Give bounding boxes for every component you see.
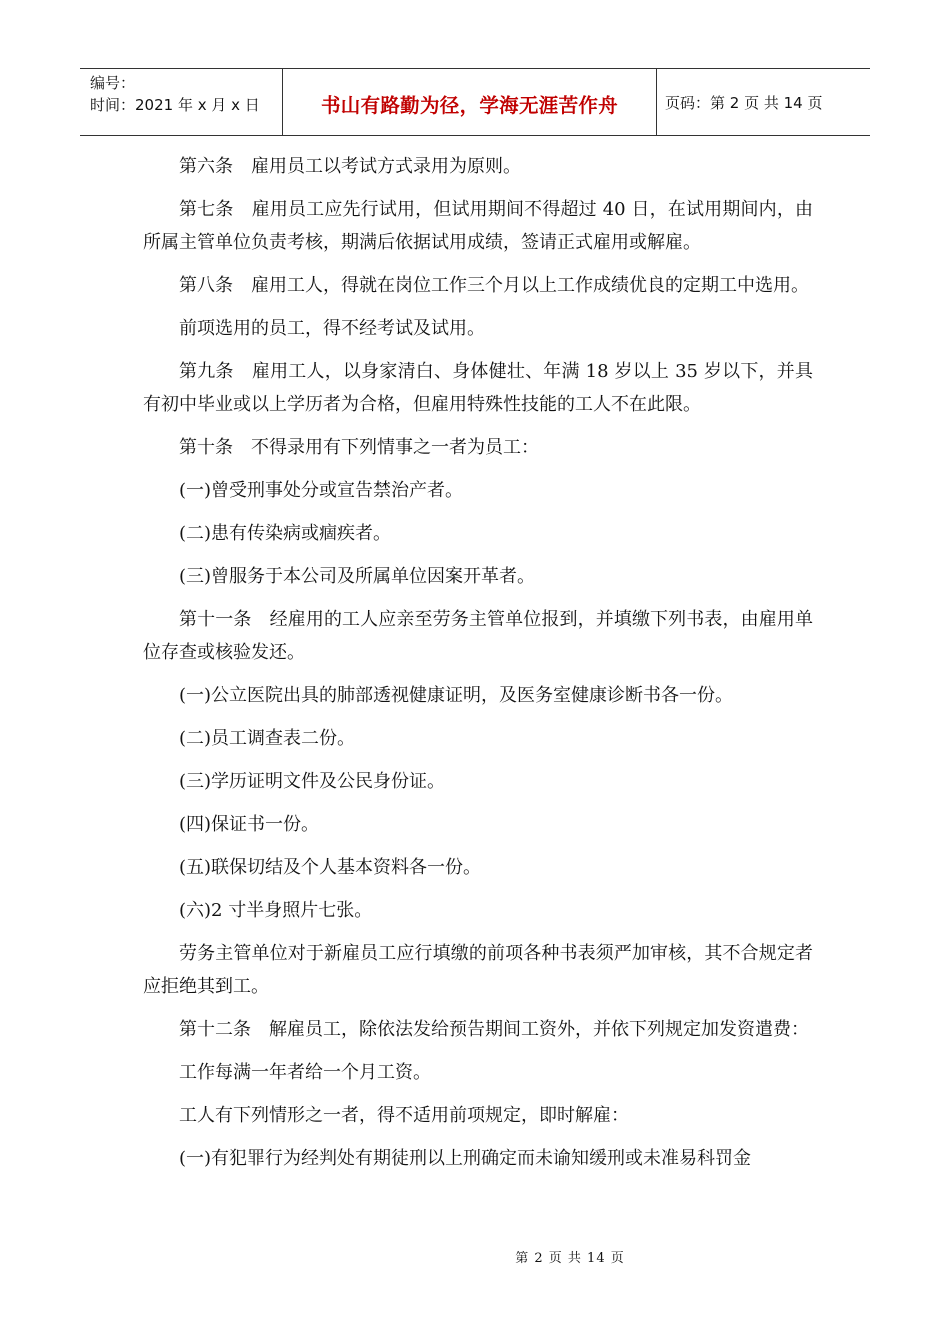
list-item: (四)保证书一份。	[179, 814, 320, 835]
page-footer: 第 2 页 共 14 页	[515, 1251, 625, 1266]
paragraph: 前项选用的员工，得不经考试及试用。	[179, 318, 485, 339]
paragraph-article-8: 第八条 雇用工人，得就在岗位工作三个月以上工作成绩优良的定期工中选用。	[179, 275, 809, 296]
list-item: (一)公立医院出具的肺部透视健康证明，及医务室健康诊断书各一份。	[179, 685, 734, 706]
header-motto: 书山有路勤为径，学海无涯苦作舟	[320, 94, 618, 117]
header-motto-cell	[282, 69, 657, 135]
list-item: (二)患有传染病或痼疾者。	[179, 523, 392, 544]
paragraph-article-7: 第七条 雇用员工应先行试用，但试用期间不得超过 40 日，在试用期间内，由所属主管单位负责考核，期满后依据试用成绩，签请正式雇用或解雇。	[143, 199, 813, 253]
paragraph: 工作每满一年者给一个月工资。	[179, 1062, 431, 1083]
header-page-info: 页码：第 2 页 共 14 页	[665, 93, 823, 112]
list-item: (六)2 寸半身照片七张。	[179, 900, 373, 921]
list-item: (五)联保切结及个人基本资料各一份。	[179, 857, 482, 878]
paragraph: 劳务主管单位对于新雇员工应行填缴的前项各种书表须严加审核，其不合规定者应拒绝其到工。	[143, 943, 813, 997]
list-item: (二)员工调查表二份。	[179, 728, 356, 749]
paragraph-article-6: 第六条 雇用员工以考试方式录用为原则。	[179, 156, 521, 177]
paragraph-article-9: 第九条 雇用工人，以身家清白、身体健壮、年满 18 岁以上 35 岁以下，并具有初中毕业或以上学历者为合格，但雇用特殊性技能的工人不在此限。	[143, 361, 813, 415]
list-item: (三)曾服务于本公司及所属单位因案开革者。	[179, 566, 536, 587]
document-body	[143, 150, 813, 1175]
paragraph-article-11: 第十一条 经雇用的工人应亲至劳务主管单位报到，并填缴下列书表，由雇用单位存查或核验发还。	[143, 609, 813, 663]
document-header	[80, 68, 870, 136]
paragraph-article-10: 第十条 不得录用有下列情事之一者为员工：	[179, 437, 539, 458]
header-meta-cell	[80, 69, 282, 135]
list-item: (一)曾受刑事处分或宣告禁治产者。	[179, 480, 464, 501]
list-item: (一)有犯罪行为经判处有期徒刑以上刑确定而未谕知缓刑或未准易科罚金	[179, 1148, 752, 1169]
list-item: (三)学历证明文件及公民身份证。	[179, 771, 446, 792]
document-number-label: 编号：	[90, 74, 136, 92]
paragraph-article-12: 第十二条 解雇员工，除依法发给预告期间工资外，并依下列规定加发资遣费：	[179, 1019, 809, 1040]
document-date: 时间：2021 年 x 月 x 日	[90, 96, 260, 114]
header-page-cell	[657, 69, 870, 135]
paragraph: 工人有下列情形之一者，得不适用前项规定，即时解雇：	[179, 1105, 629, 1126]
